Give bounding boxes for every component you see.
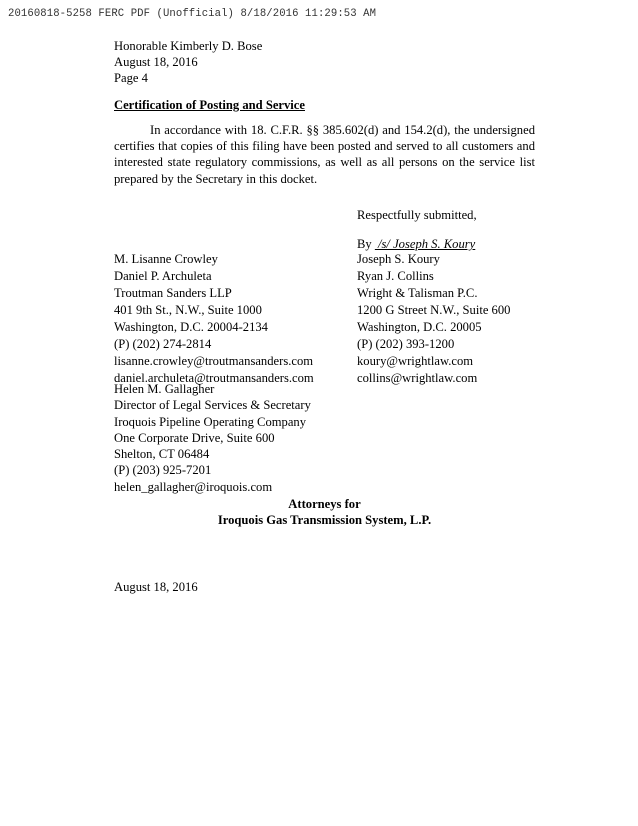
right-email: koury@wrightlaw.com: [357, 354, 474, 368]
gallagher-line: (P) (203) 925-7201: [114, 463, 212, 478]
left-line: Washington, D.C. 20004-2134: [114, 320, 268, 334]
footer-date: August 18, 2016: [114, 580, 198, 594]
by-label: By: [357, 237, 372, 251]
gallagher-signature-block: [114, 381, 311, 495]
left-email: daniel.archuleta@troutmansanders.com: [114, 371, 314, 385]
gallagher-email: helen_gallagher@iroquois.com: [114, 479, 273, 494]
addressee: Honorable Kimberly D. Bose: [114, 39, 263, 53]
gallagher-line: One Corporate Drive, Suite 600: [114, 430, 275, 445]
right-line: Wright & Talisman P.C.: [357, 286, 478, 300]
electronic-signature: /s/ Joseph S. Koury: [378, 237, 476, 251]
closing-line: Respectfully submitted,: [357, 208, 477, 222]
right-line: Washington, D.C. 20005: [357, 320, 482, 334]
gallagher-line: Director of Legal Services & Secretary: [114, 398, 311, 413]
page-number: Page 4: [114, 71, 148, 85]
section-heading: Certification of Posting and Service: [114, 98, 305, 112]
gallagher-line: Helen M. Gallagher: [114, 382, 215, 396]
right-line: (P) (202) 393-1200: [357, 337, 455, 351]
letter-header: [114, 38, 262, 86]
gallagher-line: Iroquois Pipeline Operating Company: [114, 414, 307, 429]
left-email: lisanne.crowley@troutmansanders.com: [114, 354, 314, 368]
certification-paragraph: In accordance with 18. C.F.R. §§ 385.602(d) and 154.2(d), the undersigned certifies that copies of this filing have been posted and served to all customers and interested state regulatory commissions, as well as all persons on the service list prepared by the Secretary in this docket.: [114, 123, 535, 186]
left-line: Daniel P. Archuleta: [114, 269, 212, 283]
right-email: collins@wrightlaw.com: [357, 371, 478, 385]
right-signature-block: [357, 251, 510, 387]
filing-stamp: 20160818-5258 FERC PDF (Unofficial) 8/18/2016 11:29:53 AM: [8, 8, 377, 20]
client-name: Iroquois Gas Transmission System, L.P.: [217, 513, 432, 527]
left-line: Troutman Sanders LLP: [114, 286, 232, 300]
left-line: M. Lisanne Crowley: [114, 252, 218, 266]
right-line: Ryan J. Collins: [357, 269, 434, 283]
gallagher-line: Shelton, CT 06484: [114, 447, 210, 462]
right-line: 1200 G Street N.W., Suite 600: [357, 303, 511, 317]
right-line: Joseph S. Koury: [357, 252, 440, 266]
left-line: 401 9th St., N.W., Suite 1000: [114, 303, 262, 317]
attorneys-for-label: Attorneys for: [288, 497, 361, 511]
signature-line: [357, 236, 475, 252]
left-line: (P) (202) 274-2814: [114, 337, 212, 351]
header-date: August 18, 2016: [114, 55, 198, 69]
left-signature-block: [114, 251, 314, 387]
